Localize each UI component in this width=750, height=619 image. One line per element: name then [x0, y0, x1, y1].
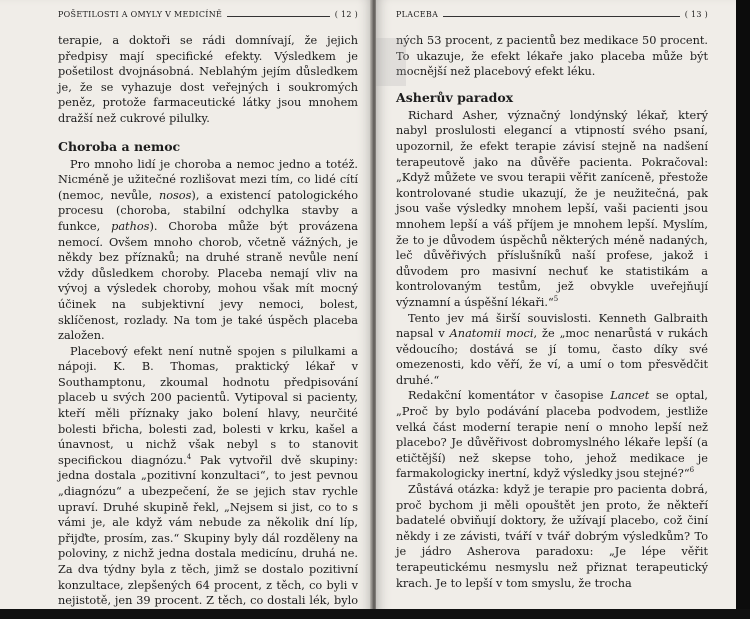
- paragraph: [396, 311, 708, 389]
- text-run: Pro mnoho lidí je choroba a nemoc jedno a totéž. Nicméně je užitečné rozlišovat mezi tím, co lidé cítí (nemoc, nevůle,: [58, 157, 358, 202]
- italic-term: pathos: [111, 219, 150, 233]
- background-edge: [0, 609, 750, 619]
- text-run: Placebový efekt není nutně spojen s pilulkami a nápoji. K. B. Thomas, praktický lékař v Southamptonu, zkoumal hodnotu předpisování placeb u svých 200 pacientů. Vytipoval si pacienty, kteří měli příznaky jako bolení hlavy, neurčité bolesti břicha, bolesti zad, bolesti v krku, kašel a únavnost, u nichž však nebyl s to stanovit specifickou diagnózu.: [58, 344, 358, 467]
- running-head-left: [58, 10, 358, 19]
- right-page: [376, 0, 750, 619]
- paragraph: ných 53 procent, z pacientů bez medikace 50 procent. To ukazuje, že efekt lékaře jako placeba může být mocnější než placebový efekt léku.: [396, 34, 708, 79]
- paragraph: [396, 388, 708, 482]
- header-title: PLACEBA: [396, 10, 439, 19]
- header-title: POŠETILOSTI A OMYLY V MEDICÍNĚ: [58, 10, 223, 19]
- text-run: Redakční komentátor v časopise: [408, 389, 611, 403]
- running-head-right: [396, 10, 708, 19]
- text-run: Richard Asher, význačný londýnský lékař, který nabyl proslulosti elegancí a vtipností svého psaní, upozornil, že efekt terapie závisí stejně na nadšení terapeutově jako na důvěře pacienta. Pokračoval: „Když můžete ve svou terapii věřit zaníceně, přestože kontrolované studie ukazují, že je neužitečná, pak jsou vaše výsledky mnohem lepší, vaši pacienti jsou mnohem lepší a váš příjem je mnohem lepší. Myslím, že to je důvodem úspěchů některých méně nadaných, leč důvěřivých příslušníků naší profese, jakož i důvodem pro masivní nechuť ke statistikám a kontrolovaným testům, jež obvykle uveřejňují významní a úspěšní lékaři.“: [396, 108, 708, 309]
- section-heading: Asherův paradox: [396, 89, 514, 105]
- italic-term: nosos: [158, 188, 192, 202]
- text-run: se optal, „Proč by bylo podávání placeba podvodem, jestliže velká část moderní terapie není o mnoho lepší než placebo? Je důvěřivost dobromyslného lékaře lepší (a etičtější) než skepse toho, jehož medikace je farmakologicky inertní, když výsledky jsou stejné?“: [396, 389, 708, 481]
- text-run: ), a existencí patologického procesu (choroba, stabilní odchylka stavby a funkce,: [58, 188, 358, 233]
- paragraph: terapie, a doktoři se rádi domnívají, že jejich předpisy mají specifické efekty. Výsledkem je pošetilost dvojnásobná. Neblahým jejím důsledkem je, že se vyhazuje dost veřejných i soukromých peněz, protože farmaceutické látky jsou mnohem dražší než cukrové pilulky.: [58, 34, 358, 125]
- text-run: , že „moc nenarůstá v rukách vědoucího; dostává se jí tomu, často díky své omezenosti, kdo věří, že ví, a umí o tom přesvědčit druhé.“: [396, 327, 709, 387]
- italic-title: Lancet: [610, 389, 650, 403]
- paragraph: [58, 157, 358, 344]
- paragraph: [58, 344, 358, 619]
- footnote-marker: 4: [186, 453, 192, 462]
- text-run: Tento jev má širší souvislosti. Kenneth Galbraith napsal v: [396, 311, 708, 341]
- header-rule: [227, 16, 330, 17]
- section-heading: Choroba a nemoc: [58, 138, 181, 154]
- italic-title: Anatomii moci: [449, 327, 534, 341]
- highlight-mark: [376, 38, 406, 86]
- paragraph: Zůstává otázka: když je terapie pro pacienta dobrá, proč bychom ji měli opouštět jen proto, že někteří badatelé obviňují doktory, že užívají placebo, což činí někdy i ze závisti, tváří v tvář dobrým výsledkům? To je jádro Asherova paradoxu: „Je lépe věřit terapeutickému nesmyslu než přiznat terapeutický krach. Je to lepší v tom smyslu, že trocha: [396, 483, 708, 590]
- footnote-marker: 6: [689, 466, 695, 475]
- header-rule: [443, 16, 679, 17]
- paragraph: [396, 108, 708, 311]
- left-page: [0, 0, 372, 619]
- page-number: ( 13 ): [684, 10, 708, 19]
- text-run: ). Choroba může být provázena nemocí. Ovšem mnoho chorob, včetně vážných, je někdy bez příznaků; na druhé straně nevůle není vždy důsledkem choroby. Placeba nemají vliv na vývoj a výsledek choroby, mohou však mít mocný účinek na subjektivní jevy nemoci, bolest, sklíčenost, rozlady. Na tom je také úspěch placeba založen.: [58, 219, 358, 343]
- background-edge: [736, 0, 750, 619]
- footnote-marker: 5: [553, 295, 559, 304]
- page-number: ( 12 ): [334, 10, 358, 19]
- text-run: Pak vytvořil dvě skupiny: jedna dostala „pozitivní konzultaci“, to jest pevnou „diagnózu“ a ubezpečení, že se jejich stav rychle upraví. Druhé skupině řekl, „Nejsem si jist, co to s vámi je, ale když vám nebude za několik dní líp, přijďte, prosím, zas.“ Skupiny byly dál rozděleny na poloviny, z nichž jedna dostala medicínu, druhá ne. Za dva týdny byla z těch, jimž se dostalo pozitivní konzultace, zlepšených 64 procent, z těch, co byli v nejistotě, jen 39 procent. Z těch, co dostali lék, bylo: [58, 453, 358, 608]
